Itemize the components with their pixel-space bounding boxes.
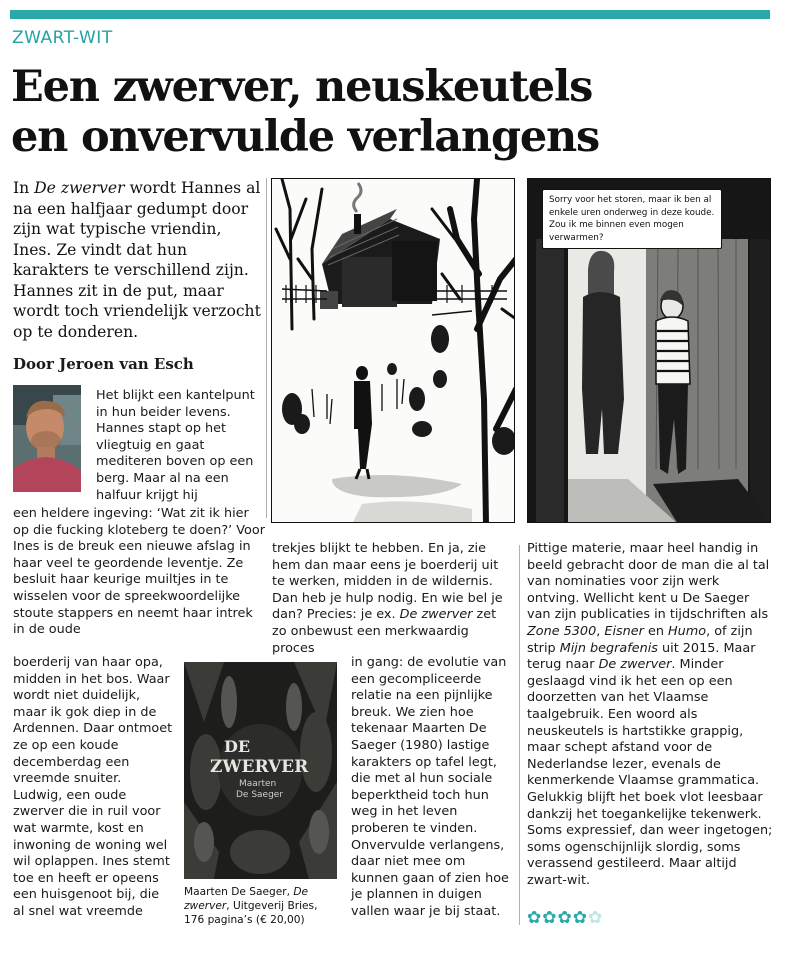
col3-text: , bbox=[596, 623, 605, 639]
book-cover bbox=[184, 662, 337, 879]
book-caption bbox=[184, 885, 338, 927]
body-column-1-narrow: boerderij van haar opa, midden in het bos. Waar wordt niet duidelijk, maar ik gok diep in de Ardennen. Daar ontmoet ze op een koude decemberdag een vreemde snuiter. Ludwig, een oude zwerver die in ruil voor wat warmte, kost en inwoning de woning wel wil oplappen. Ines stemt toe en heeft er opeens een huisgenoot bij, die al snel wat vreemde bbox=[13, 655, 173, 919]
rating bbox=[527, 908, 603, 928]
col3-title: Mijn begrafenis bbox=[559, 640, 658, 656]
author-photo bbox=[13, 385, 81, 492]
col2-text-a: trekjes blijkt te hebben. En ja, zie hem dan maar eens je boerderij uit te werken, midden in de wildernis. Dan heb je hulp nodig. En wie bel je dan? Precies: je ex. bbox=[272, 541, 503, 623]
lead-book-title: De zwerver bbox=[34, 179, 125, 197]
col2-book-title: De zwerver bbox=[399, 607, 473, 623]
section-label: ZWART-WIT bbox=[12, 28, 113, 48]
cover-title-de: DE bbox=[224, 737, 251, 756]
headline bbox=[11, 62, 771, 162]
col3-title: Humo bbox=[668, 623, 707, 639]
comic-panel-farmhouse bbox=[271, 178, 515, 523]
body-column-2-top bbox=[272, 541, 512, 657]
rating-empty-icon: ✿ bbox=[587, 908, 604, 928]
cover-author-line-2: De Saeger bbox=[236, 790, 284, 800]
lead-paragraph bbox=[13, 178, 263, 342]
col3-title: Eisner bbox=[604, 623, 644, 639]
caption-author: Maarten De Saeger, bbox=[184, 886, 294, 898]
caption-details: , Uitgeverij Bries, 176 pagina’s (€ 20,00) bbox=[184, 900, 318, 926]
rating-filled-icons: ✿✿✿✿ bbox=[527, 908, 588, 928]
col3-title: De zwerver bbox=[598, 657, 672, 673]
col3-text: en bbox=[643, 623, 669, 639]
col3-text: Pittige materie, maar heel handig in beeld gebracht door de man die al tal van nominaties voor zijn werk ontving. Wellicht kent u De Saeger van zijn publicaties in tijdschriften als bbox=[527, 541, 770, 623]
body-column-2-narrow: in gang: de evolutie van een gecompliceerde relatie na een pijnlijke breuk. We zien hoe tekenaar Maarten De Saeger (1980) lastige karakters op tafel legt, die met al hun sociale beperktheid toch hun weg in het leven proberen te vinden. Onvervulde verlangens, daar niet mee om kunnen gaan of zien hoe je plannen in duigen vallen waar je bij staat. bbox=[351, 655, 509, 919]
cover-title-zwerver: ZWERVER bbox=[210, 757, 309, 777]
lead-pre: In bbox=[13, 179, 35, 197]
body-column-1-top: Het blijkt een kantelpunt in hun beider levens. Hannes stapt op het vliegtuig en gaat mediteren boven op een berg. Maar al na een halfuur krijgt hij bbox=[96, 388, 255, 503]
caption-title: De zwerver bbox=[184, 886, 309, 912]
speech-bubble: Sorry voor het storen, maar ik ben al enkele uren onderweg in deze koude. Zou ik me binnen even mogen verwarmen? bbox=[542, 189, 722, 249]
body-column-1-full: een heldere ingeving: ‘Wat zit ik hier op die fucking kloteberg te doen?’ Voor Ines is de breuk een nieuwe afslag in haar veel te geordende leventje. Ze besluit haar keurige muiltjes in te wisselen voor de spreekwoordelijke stoute stappers en neemt haar intrek in de oude bbox=[13, 506, 265, 638]
col2-text-b: zet zo onbewust een merkwaardig proces bbox=[272, 607, 497, 656]
col3-title: Zone 5300 bbox=[527, 623, 597, 639]
section-color-bar bbox=[10, 10, 770, 19]
cover-author-line-1: Maarten bbox=[239, 779, 277, 789]
body-column-3 bbox=[527, 541, 773, 889]
col3-text: uit 2015. Maar terug naar bbox=[527, 640, 756, 673]
headline-line-1: Een zwerver, neuskeutels bbox=[11, 62, 593, 112]
comic-panel-doorway bbox=[527, 178, 771, 523]
column-divider bbox=[266, 178, 267, 518]
headline-line-2: en onvervulde verlangens bbox=[11, 112, 600, 162]
column-divider bbox=[519, 545, 520, 925]
lead-text: wordt Hannes al na een halfjaar gedumpt door zijn wat typische vriendin, Ines. Ze vindt dat hun karakters te verschillend zijn. Hannes zit in de put, maar wordt toch vriendelijk verzocht op te donderen. bbox=[13, 179, 261, 341]
col3-text: , of zijn strip bbox=[527, 623, 753, 656]
col3-text: . Minder geslaagd vind ik het een op een doorzetten van het Vlaamse taalgebruik. Een woord als neuskeutels is hartstikke grappig, maar schept afstand voor de Nederlandse lezer, evenals de kenmerkende Vlaamse grammatica. Gelukkig blijft het boek vlot leesbaar dankzij het toegankelijke tekenwerk. Soms expressief, dan weer ingetogen; soms ogenschijnlijk slordig, soms verassend gestileerd. Maar altijd zwart-wit. bbox=[527, 657, 773, 888]
byline: Door Jeroen van Esch bbox=[13, 355, 194, 373]
